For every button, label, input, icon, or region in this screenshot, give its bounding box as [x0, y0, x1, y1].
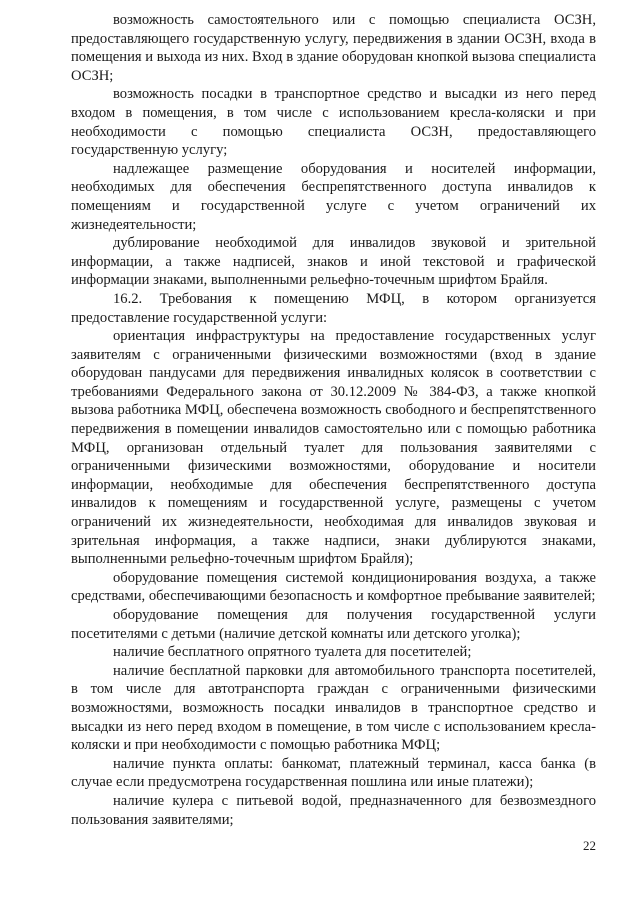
paragraph-toilet: наличие бесплатного опрятного туалета для посетителей;: [113, 644, 472, 661]
paragraph-osszn-transport: возможность посадки в транспортное средство и высадки из него перед входом в помещения, в том числе с использованием кресла-коляски и при необходимости с помощью специалиста ОСЗН, предоставляющего государственную услугу;: [71, 86, 596, 159]
page-number: 22: [583, 838, 596, 853]
paragraph-children-room: оборудование помещения для получения государственной услуги посетителями с детьми (наличие детской комнаты или детского уголка);: [71, 607, 596, 642]
paragraph-parking: наличие бесплатной парковки для автомобильного транспорта посетителей, в том числе для автотранспорта граждан с ограниченными физическими возможностями, возможность посадки инвалидов в транспортное средство и высадки из него перед входом в помещение, в том числе с использованием кресла-коляски и при необходимости с помощью работника МФЦ;: [71, 662, 596, 754]
paragraph-infrastructure-orientation: ориентация инфраструктуры на предоставление государственных услуг заявителям с ограниченными физическими возможностями (вход в здание оборудован пандусами для передвижения инвалидных колясок в соответствии с требованиями Федерального закона от 30.12.2009 № 384-ФЗ, а также кнопкой вызова работника МФЦ, обеспечена возможность свободного и беспрепятственного передвижения в помещении инвалидов самостоятельно или с помощью работника МФЦ, организован отдельный туалет для пользования заявителями с ограниченными физическими возможностями, оборудование и носители информации, необходимые для обеспечения беспрепятственного доступа инвалидов к помещениям и государственной услуге, размещены с учетом ограничений их жизнедеятельности, необходимая для инвалидов звуковая и зрительная информация, а также надписи, знаки дублируются знаками, выполненными рельефно-точечным шрифтом Брайля);: [71, 328, 596, 568]
paragraph-air-conditioning: оборудование помещения системой кондиционирования воздуха, а также средствами, обеспечивающими безопасность и комфортное пребывание заявителей;: [71, 569, 596, 605]
document-body: [71, 11, 596, 829]
paragraph-equipment-placement: надлежащее размещение оборудования и носителей информации, необходимых для обеспечения беспрепятственного доступа инвалидов к помещениям и государственной услуге с учетом ограничений их жизнедеятельности;: [71, 160, 596, 233]
paragraph-osszn-movement: возможность самостоятельного или с помощью специалиста ОСЗН, предоставляющего государственную услугу, передвижения в здании ОСЗН, входа в помещения и выхода из них. Вход в здание оборудован кнопкой вызова специалиста ОСЗН;: [71, 12, 596, 84]
paragraph-mfc-requirements-heading: 16.2. Требования к помещению МФЦ, в котором организуется предоставление государственной услуги:: [71, 290, 596, 326]
paragraph-water-cooler: наличие кулера с питьевой водой, предназначенного для безвозмездного пользования заявителями;: [71, 792, 596, 828]
paragraph-braille-duplication: дублирование необходимой для инвалидов звуковой и зрительной информации, а также надписей, знаков и иной текстовой и графической информации знаками, выполненными рельефно-точечным шрифтом Брайля.: [71, 235, 596, 289]
paragraph-payment-point: наличие пункта оплаты: банкомат, платежный терминал, касса банка (в случае если предусмотрена государственная пошлина или иные платежи);: [71, 755, 596, 791]
